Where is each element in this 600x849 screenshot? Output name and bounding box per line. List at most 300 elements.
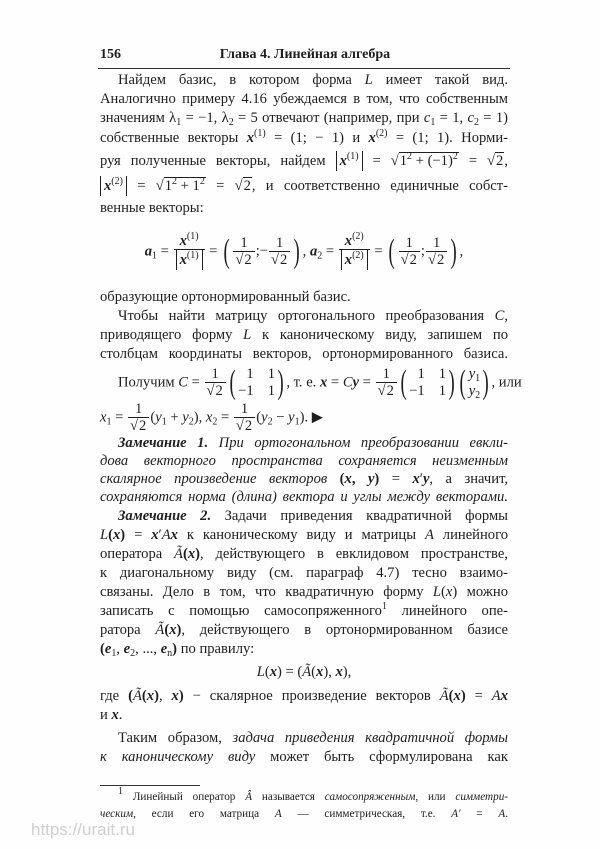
- text-line: [100, 544, 508, 564]
- text-run: =: [205, 178, 235, 194]
- text-line: [100, 128, 508, 148]
- text-run: 1: [399, 153, 408, 169]
- right-paren-icon: ): [482, 364, 489, 401]
- text-run: 1: [211, 366, 219, 382]
- math-symbol: ): [195, 546, 200, 562]
- math-symbol: (: [100, 641, 105, 657]
- math-symbol: C: [342, 374, 353, 391]
- math-symbol: y: [155, 409, 162, 426]
- text-run: руя полученные векторы, найдем: [100, 153, 336, 169]
- math-symbol: A′: [451, 808, 461, 820]
- radical-sign-icon: √: [427, 252, 436, 268]
- math-symbol: C: [494, 308, 505, 324]
- text-run: , ...,: [135, 641, 161, 657]
- radicand: [138, 417, 147, 434]
- math-symbol: e: [104, 641, 112, 657]
- equation-matrix-c: [100, 364, 522, 401]
- radicand: [495, 152, 504, 169]
- text-run: 2: [280, 252, 288, 268]
- math-symbol: ): [176, 622, 182, 638]
- text-run: образующие ортонормированный базис.: [100, 289, 351, 305]
- text-run: (: [256, 409, 262, 426]
- math-symbol: ): [154, 688, 159, 704]
- text-run: Задачи приведения квадратичной формы: [211, 508, 508, 524]
- text-run: = −1, λ: [181, 110, 229, 126]
- text-run: ратора: [100, 622, 156, 638]
- matrix-body: [469, 366, 480, 400]
- text-run: 1: [267, 366, 275, 382]
- math-symbol: x: [316, 664, 324, 680]
- matrix-cell: [469, 383, 480, 400]
- superscript: 2: [452, 151, 458, 162]
- text-run: =: [188, 374, 204, 391]
- text-run: =: [370, 243, 387, 260]
- text-run: =: [460, 808, 499, 820]
- radicand: [409, 251, 418, 268]
- text-run: + (−1): [412, 153, 453, 169]
- matrix-body: [409, 366, 446, 400]
- fraction-denominator: [174, 250, 205, 270]
- text-run: =: [157, 243, 173, 260]
- superscript: 2: [407, 151, 413, 162]
- text-run: = 1): [478, 110, 509, 126]
- math-symbol: x: [179, 252, 187, 268]
- radicand: [279, 251, 288, 268]
- superscript: 2: [172, 176, 178, 187]
- math-symbol: a: [309, 243, 318, 260]
- fraction-numerator: [205, 367, 226, 383]
- radical-sign-icon: √: [487, 153, 496, 169]
- text-run: = (1; − 1) и: [265, 130, 369, 146]
- text-run: связаны. Дело в том, что квадратичную форму: [100, 584, 433, 600]
- radical-sign-icon: √: [155, 178, 164, 194]
- square-root: [236, 418, 253, 434]
- parenthesized-vector: [221, 233, 303, 270]
- fraction-numerator: [128, 402, 149, 418]
- left-paren-icon: (: [459, 364, 467, 401]
- superscript: (2): [375, 128, 388, 139]
- subscript: 1: [161, 416, 167, 428]
- text-run: венные векторы:: [100, 200, 204, 216]
- math-symbol: x: [368, 130, 376, 146]
- math-symbol: (: [128, 688, 133, 704]
- math-symbol: x: [104, 178, 112, 194]
- text-run: 1: [438, 383, 447, 399]
- matrix: [227, 364, 286, 401]
- page-number: 156: [100, 47, 121, 62]
- text-run: может быть сформулирована как: [255, 749, 508, 765]
- right-paren-icon: ): [293, 233, 301, 270]
- text-run: линейного: [433, 527, 509, 543]
- subscript: 1: [294, 416, 300, 428]
- superscript: (1): [254, 128, 266, 139]
- text-line: [100, 639, 508, 659]
- text-run: ,: [459, 243, 464, 260]
- fraction: [205, 367, 226, 399]
- right-paren-icon: ): [450, 233, 458, 270]
- text-run: Аналогично примеру 4.16 убеждаемся в том, что собственным: [100, 91, 508, 107]
- text-run: =: [362, 153, 391, 169]
- math-symbol: дова векторного пространства сохраняется неизменным: [100, 453, 508, 469]
- fraction-denominator: [269, 252, 290, 268]
- math-symbol: A: [491, 688, 501, 704]
- text-run: ,: [302, 243, 310, 260]
- text-run: где: [100, 688, 129, 704]
- text-line: [100, 176, 508, 196]
- math-symbol: L: [100, 527, 109, 543]
- fraction-numerator: [174, 231, 205, 250]
- text-run: .: [505, 808, 508, 820]
- fraction: [426, 236, 447, 268]
- math-symbol: y: [182, 409, 189, 426]
- text-run: −1: [238, 383, 254, 399]
- square-root: [401, 252, 418, 268]
- radical-sign-icon: √: [235, 252, 244, 268]
- math-symbol: x: [171, 688, 179, 704]
- math-symbol: y: [468, 383, 476, 399]
- math-symbol: x: [151, 527, 159, 543]
- subscript: 1: [475, 373, 481, 384]
- math-symbol: Замечание 2.: [118, 508, 212, 524]
- text-run: 1: [382, 366, 390, 382]
- remark-2-line: [100, 506, 508, 526]
- math-symbol: L: [256, 664, 265, 680]
- math-symbol: При ортогональном преобразовании евкли-: [208, 435, 508, 451]
- matrix: [398, 364, 457, 401]
- fraction-denominator: [205, 383, 226, 399]
- text-line: [100, 525, 508, 545]
- text-run: (: [441, 584, 446, 600]
- square-root: [207, 383, 224, 399]
- math-symbol: симметри-: [455, 791, 509, 803]
- fraction-denominator: [399, 252, 420, 268]
- equation-unit-vectors: [100, 231, 508, 270]
- square-root: [391, 151, 459, 171]
- text-run: называется: [252, 791, 325, 803]
- math-symbol: Ã: [155, 622, 165, 638]
- fraction: [376, 367, 397, 399]
- text-run: к диагональному виду (см. параграф 4.7) тесно взаимо-: [100, 565, 508, 581]
- vector-norm: [100, 176, 127, 196]
- math-symbol: ческим: [100, 808, 134, 820]
- radical-sign-icon: √: [390, 153, 399, 169]
- subscript: 2: [130, 648, 136, 659]
- text-run: − скалярное произведение векторов: [183, 688, 440, 704]
- math-symbol: Ã: [439, 688, 449, 704]
- subscript: 2: [473, 117, 479, 128]
- superscript: (2): [111, 176, 123, 187]
- math-symbol: x: [246, 130, 255, 146]
- math-symbol: a: [144, 243, 153, 260]
- text-line: [100, 620, 508, 640]
- text-line: [100, 287, 508, 307]
- text-line: [100, 151, 508, 171]
- fraction-numerator: [376, 367, 397, 383]
- superscript: 1: [381, 601, 387, 612]
- column-vector: [457, 364, 491, 401]
- radical-sign-icon: √: [377, 383, 386, 399]
- fraction: [234, 402, 255, 434]
- text-run: 2: [496, 153, 504, 169]
- radicand: [386, 382, 395, 399]
- text-line: [100, 487, 508, 507]
- right-paren-icon: ): [277, 364, 284, 401]
- subscript: n: [167, 648, 173, 659]
- text-run: (: [264, 664, 270, 680]
- radical-sign-icon: √: [206, 383, 215, 399]
- radical-sign-icon: √: [400, 252, 409, 268]
- text-run: 1: [246, 366, 254, 382]
- math-symbol: x: [146, 688, 155, 704]
- text-line: [100, 582, 508, 602]
- math-symbol: y: [352, 374, 360, 391]
- text-line: [100, 325, 508, 345]
- text-run: 2: [386, 383, 394, 399]
- text-run: 1: [240, 401, 249, 417]
- text-run: столбцам координаты векторов, ортонормированного базиса.: [100, 346, 508, 362]
- text-run: линейного опе-: [386, 603, 508, 619]
- fraction-numerator: [269, 236, 290, 252]
- text-line: [100, 686, 508, 706]
- text-run: , действующего в евклидовом пространстве,: [200, 546, 508, 562]
- math-symbol: x: [111, 707, 119, 723]
- fraction: [339, 231, 370, 270]
- text-run: 1: [240, 235, 248, 251]
- text-run: (: [311, 664, 317, 680]
- math-symbol: x: [319, 374, 328, 391]
- subscript: 1: [106, 416, 112, 428]
- footnote-line: [100, 806, 508, 822]
- matrix-cell: [469, 366, 480, 383]
- text-run: , если его матрица: [133, 808, 275, 820]
- text-run: ;: [420, 243, 425, 260]
- math-symbol: ): [374, 471, 380, 487]
- math-symbol: (: [108, 527, 113, 543]
- text-run: 2: [139, 418, 147, 434]
- text-line: [100, 601, 508, 621]
- text-run: = (1; 1). Норми-: [387, 130, 508, 146]
- left-paren-icon: (: [400, 364, 407, 401]
- subscript: 1: [430, 117, 436, 128]
- fraction-numerator: [233, 236, 254, 252]
- fraction: [174, 231, 205, 270]
- text-run: Таким образом,: [118, 730, 233, 746]
- superscript: (1): [186, 250, 199, 261]
- square-root: [378, 383, 395, 399]
- matrix-cell: [439, 366, 446, 383]
- square-root: [156, 176, 206, 196]
- text-run: ′: [158, 527, 162, 543]
- text-line: [100, 198, 508, 218]
- math-symbol: Ã: [132, 688, 142, 704]
- math-symbol: x: [500, 688, 509, 704]
- fraction-numerator: [399, 236, 420, 252]
- fraction-denominator: [234, 418, 255, 434]
- text-run: 1: [135, 401, 143, 417]
- fraction: [128, 402, 149, 434]
- math-symbol: L: [432, 584, 442, 600]
- watermark-url: https://urait.ru: [31, 820, 135, 839]
- text-run: Получим: [118, 374, 179, 391]
- math-symbol: x: [339, 153, 347, 169]
- text-run: 2: [409, 252, 417, 268]
- math-symbol: x: [113, 527, 121, 543]
- text-run: +: [166, 409, 183, 426]
- math-symbol: x: [169, 622, 177, 638]
- matrix-body: [238, 366, 275, 400]
- math-symbol: y: [422, 471, 430, 487]
- matrix-cell: [439, 383, 446, 400]
- math-symbol: сохраняются норма (длина) вектора и углы между векторами.: [100, 489, 508, 505]
- subscript: 2: [212, 416, 218, 428]
- math-symbol: Ã: [302, 664, 312, 680]
- text-run: ),: [342, 664, 352, 680]
- math-symbol: y: [288, 409, 295, 426]
- subscript: 2: [228, 117, 234, 128]
- radical-sign-icon: √: [235, 418, 244, 434]
- text-run: ,: [504, 153, 508, 169]
- text-line: [100, 705, 508, 725]
- square-root: [428, 252, 445, 268]
- math-symbol: A: [498, 808, 506, 820]
- matrix-cell: [268, 366, 275, 383]
- radical-sign-icon: √: [130, 418, 139, 434]
- math-symbol: ,: [351, 471, 368, 487]
- text-run: + 1: [177, 178, 200, 194]
- math-symbol: (: [339, 471, 345, 487]
- subscript: 2: [188, 416, 194, 428]
- text-run: Линейный оператор: [123, 791, 246, 803]
- text-run: записать с помощью самосопряженного: [100, 603, 382, 619]
- text-run: ),: [323, 664, 336, 680]
- radicand: [399, 152, 459, 169]
- text-run: , а значит,: [429, 471, 509, 487]
- footnote-divider: [100, 785, 200, 786]
- subscript: 1: [176, 117, 182, 128]
- radicand: [164, 177, 206, 194]
- fraction-denominator: [376, 383, 397, 399]
- fraction-numerator: [339, 231, 370, 250]
- math-symbol: x: [412, 471, 420, 487]
- text-run: , или: [491, 374, 522, 391]
- math-symbol: x: [335, 664, 343, 680]
- text-run: −: [272, 409, 289, 426]
- text-run: =: [458, 153, 488, 169]
- text-run: — симметрическая, т.е.: [281, 808, 452, 820]
- text-run: = 5 отвечают (например, при: [233, 110, 424, 126]
- math-symbol: x: [453, 688, 461, 704]
- text-run: =: [111, 409, 128, 426]
- math-symbol: L: [243, 327, 252, 343]
- math-symbol: x: [170, 527, 178, 543]
- math-symbol: L: [364, 72, 373, 88]
- subscript: 2: [317, 250, 323, 262]
- text-run: ) можно: [452, 584, 508, 600]
- parenthesized-vector: [386, 233, 459, 270]
- superscript: (1): [346, 151, 359, 162]
- math-symbol: x: [100, 409, 107, 426]
- vector-norm: [341, 250, 368, 270]
- footnote-line: [100, 786, 509, 805]
- left-paren-icon: (: [388, 233, 396, 270]
- text-run: 1: [438, 366, 447, 382]
- math-symbol: C: [178, 374, 188, 391]
- radicand: [243, 177, 252, 194]
- text-run: приводящего форму: [100, 327, 244, 343]
- fraction-denominator: [233, 252, 254, 268]
- text-run: =: [125, 527, 152, 543]
- math-symbol: Замечание 1.: [118, 435, 209, 451]
- fraction-denominator: [128, 418, 149, 434]
- math-symbol: ): [178, 688, 184, 704]
- text-run: 2: [244, 418, 253, 434]
- text-run: Найдем базис, в котором форма: [118, 72, 365, 88]
- text-run: значениям λ: [100, 110, 177, 126]
- text-run: , т. е.: [286, 374, 320, 391]
- text-run: 1: [432, 235, 441, 251]
- math-symbol: x: [205, 409, 213, 426]
- math-symbol: скалярное произведение векторов: [100, 471, 340, 487]
- text-run: =: [126, 178, 156, 194]
- radicand: [215, 382, 224, 399]
- math-symbol: e: [123, 641, 131, 657]
- text-run: , действующего в ортонормированном базисе: [181, 622, 508, 638]
- math-symbol: (: [448, 688, 454, 704]
- math-symbol: Ã: [174, 546, 183, 562]
- superscript: (2): [352, 250, 364, 261]
- math-symbol: x: [187, 546, 196, 562]
- radical-sign-icon: √: [271, 252, 280, 268]
- left-paren-icon: (: [223, 233, 230, 270]
- radical-sign-icon: √: [234, 178, 243, 194]
- left-paren-icon: (: [229, 364, 236, 401]
- vector-norm: [176, 250, 203, 270]
- text-run: ) = (: [276, 664, 303, 680]
- text-line: [100, 747, 508, 767]
- text-run: =: [205, 243, 222, 260]
- equation-x-coords: [100, 402, 508, 434]
- math-symbol: Â: [245, 791, 253, 803]
- text-line: [100, 108, 508, 128]
- text-run: по правилу:: [177, 641, 255, 657]
- text-run: −1: [409, 383, 425, 399]
- text-run: ),: [193, 409, 206, 426]
- text-run: имеет такой вид.: [372, 72, 508, 88]
- text-run: 1: [267, 383, 275, 399]
- math-symbol: (: [182, 546, 188, 562]
- text-line: [100, 451, 508, 471]
- text-run: 1: [417, 366, 425, 382]
- text-run: =: [322, 243, 338, 260]
- radicand: [436, 251, 445, 268]
- text-run: 1: [405, 235, 413, 251]
- math-symbol: x: [179, 233, 187, 249]
- right-paren-icon: ): [448, 364, 455, 401]
- text-run: 1: [276, 235, 284, 251]
- superscript: (2): [352, 231, 364, 242]
- text-run: =: [217, 409, 233, 426]
- radicand: [243, 251, 252, 268]
- text-run: (: [150, 409, 156, 426]
- square-root: [130, 418, 147, 434]
- text-run: =: [359, 374, 375, 391]
- math-symbol: (: [141, 688, 147, 704]
- text-line: [100, 728, 508, 748]
- math-symbol: задача приведения квадратичной формы: [232, 730, 509, 746]
- text-line: [100, 469, 508, 489]
- subscript: 1: [111, 648, 117, 659]
- math-symbol: x: [344, 471, 352, 487]
